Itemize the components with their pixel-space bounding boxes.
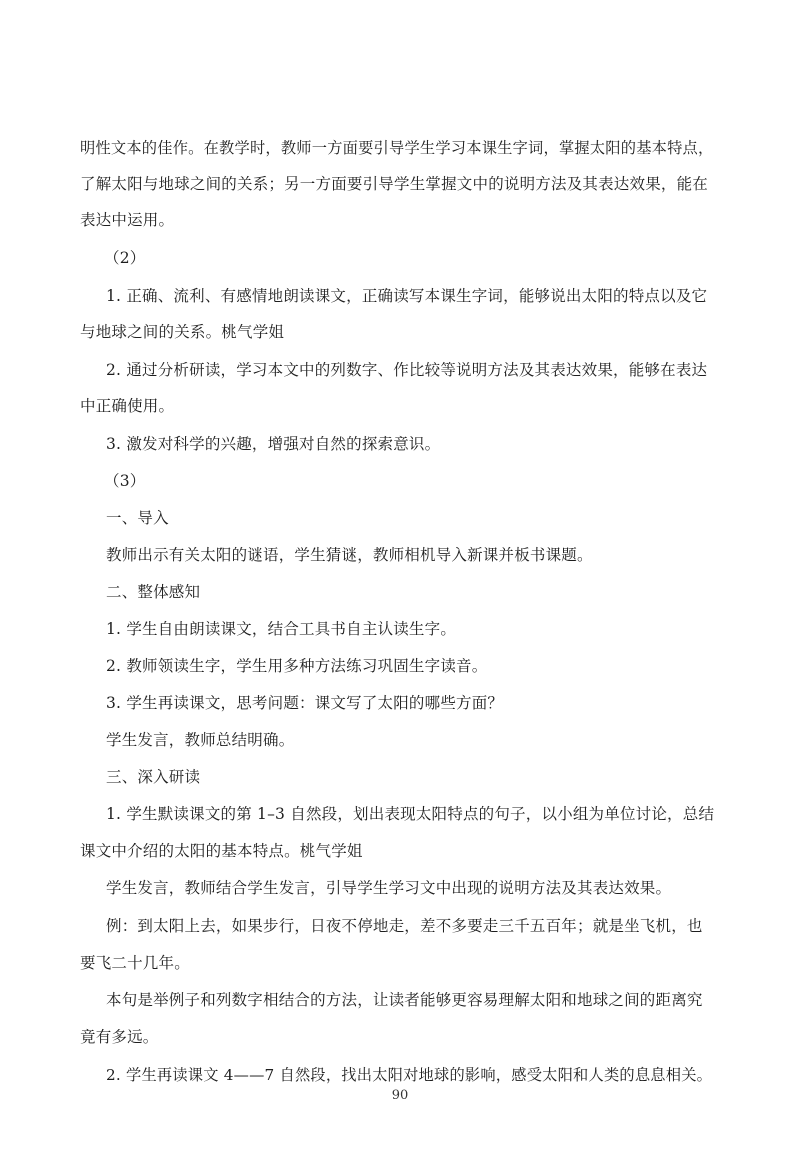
text-line: 学生发言，教师结合学生发言，引导学生学习文中出现的说明方法及其表达效果。 bbox=[106, 879, 672, 897]
heading: 二、整体感知 bbox=[106, 583, 201, 601]
heading: 三、深入研读 bbox=[106, 768, 201, 786]
section-label: （3） bbox=[104, 472, 146, 490]
text-line: 表达中运用。 bbox=[80, 211, 175, 229]
heading: 一、导入 bbox=[106, 509, 169, 527]
text-line: 课文中介绍的太阳的基本特点。桃气学姐 bbox=[80, 842, 363, 860]
text-line: 中正确使用。 bbox=[80, 397, 175, 415]
text-line: 与地球之间的关系。桃气学姐 bbox=[80, 323, 285, 341]
text-line: 竟有多远。 bbox=[80, 1028, 159, 1046]
text-line: 1. 正确、流利、有感情地朗读课文，正确读写本课生字词，能够说出太阳的特点以及它 bbox=[106, 287, 708, 305]
text-line: 1. 学生默读课文的第 1–3 自然段，划出表现太阳特点的句子，以小组为单位讨论，总结 bbox=[106, 805, 715, 823]
text-line: 2. 教师领读生字，学生用多种方法练习巩固生字读音。 bbox=[106, 657, 488, 675]
page-number: 90 bbox=[391, 1088, 409, 1103]
text-line: 要飞二十几年。 bbox=[80, 954, 190, 972]
text-line: 3. 激发对科学的兴趣，增强对自然的探索意识。 bbox=[106, 435, 441, 453]
text-line: 了解太阳与地球之间的关系；另一方面要引导学生掌握文中的说明方法及其表达效果，能在 bbox=[80, 175, 709, 193]
text-line: 明性文本的佳作。在教学时，教师一方面要引导学生学习本课生字词，掌握太阳的基本特点， bbox=[80, 139, 714, 157]
text-line: 例：到太阳上去，如果步行，日夜不停地走，差不多要走三千五百年；就是坐飞机，也 bbox=[106, 917, 703, 935]
text-line: 2. 学生再读课文 4——7 自然段，找出太阳对地球的影响，感受太阳和人类的息息相关。 bbox=[106, 1066, 713, 1084]
text-line: 本句是举例子和列数字相结合的方法，让读者能够更容易理解太阳和地球之间的距离究 bbox=[106, 991, 703, 1009]
text-line: 2. 通过分析研读，学习本文中的列数字、作比较等说明方法及其表达效果，能够在表达 bbox=[106, 361, 708, 379]
text-line: 教师出示有关太阳的谜语，学生猜谜，教师相机导入新课并板书课题。 bbox=[106, 546, 593, 564]
text-line: 3. 学生再读课文，思考问题：课文写了太阳的哪些方面？ bbox=[106, 694, 504, 712]
text-line: 学生发言，教师总结明确。 bbox=[106, 731, 295, 749]
text-line: 1. 学生自由朗读课文，结合工具书自主认读生字。 bbox=[106, 620, 457, 638]
section-label: （2） bbox=[104, 249, 146, 267]
